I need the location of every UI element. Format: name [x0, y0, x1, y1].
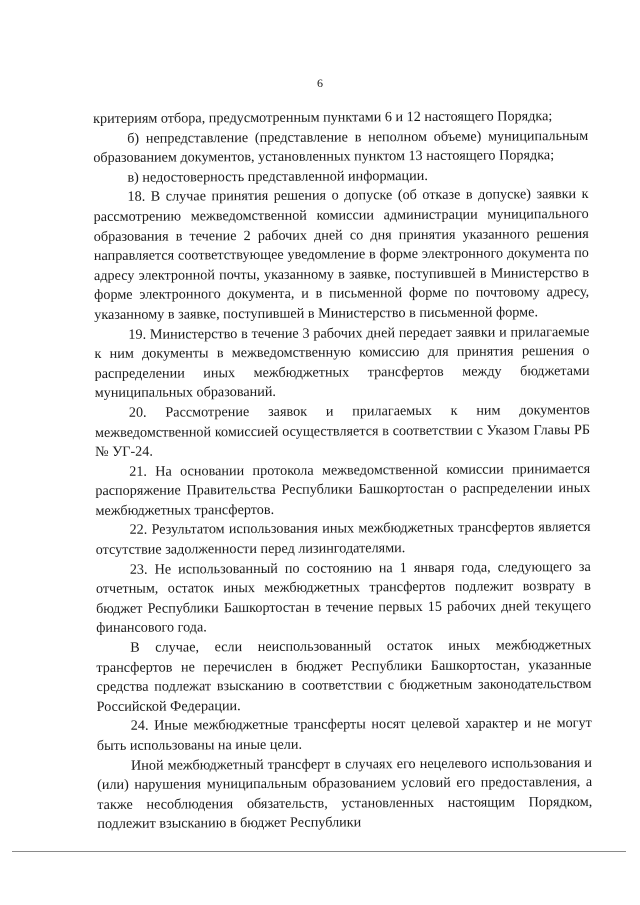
page-number: 6: [317, 76, 323, 90]
paragraph-24-continuation: Иной межбюджетный трансферт в случаях его нецелевого использования и (или) нарушения муниципальным образованием условий его предоставления, а также несоблюдения обязательств, установленных настоящим Порядком, подлежит взысканию в бюджет Республики: [97, 754, 593, 833]
paragraph-23: 23. Не использованный по состоянию на 1 января года, следующего за отчетным, остаток иных межбюджетных трансфертов подлежит возврату в бюджет Республики Башкортостан в течение первых 15 рабочих дней текущего финансового года.: [95, 558, 592, 637]
paragraph-18: 18. В случае принятия решения о допуске (об отказе в допуске) заявки к рассмотрению межведомственной комиссии администрации муниципального образования в течение 2 рабочих дней со дня принятия указанного решения направляется соответствующее уведомление в форме электронного документа по адресу электронной почты, указанному в заявке, поступившей в Министерство в форме электронного документа, и в письменной форме по почтовому адресу, указанному в заявке, поступившей в Министерство в письменной форме.: [93, 186, 590, 323]
paragraph-19: 19. Министерство в течение 3 рабочих дней передает заявки и прилагаемые к ним документы в межведомственную комиссию для принятия решения о распределении иных межбюджетных трансфертов между бюджетами муниципальных образований.: [94, 323, 590, 402]
paragraph-24: 24. Иные межбюджетные трансферты носят целевой характер и не могут быть использованы на иные цели.: [96, 715, 592, 754]
paragraph-20: 20. Рассмотрение заявок и прилагаемых к ним документов межведомственной комиссией осуществляется в соответствии с Указом Главы РБ № УГ-24.: [94, 401, 591, 461]
paragraph-item-v: в) недостоверность представленной информации.: [127, 167, 428, 186]
document-body: [93, 107, 592, 835]
page-bottom-divider: [12, 851, 626, 852]
paragraph-21: 21. На основании протокола межведомственной комиссии принимается распоряжение Правительства Республики Башкортостан о распределении иных межбюджетных трансфертов.: [95, 460, 591, 519]
paragraph-23-continuation: В случае, если неиспользованный остаток иных межбюджетных трансфертов не перечислен в бюджет Республики Башкортостан, указанные средства подлежат взысканию в соответствии с бюджетным законодательством Российской Федерации.: [96, 636, 592, 715]
paragraph-item-b: б) непредставление (представление в неполном объеме) муниципальным образованием документов, установленных пунктом 13 настоящего Порядка;: [93, 127, 589, 167]
paragraph-22: 22. Результатом использования иных межбюджетных трансфертов является отсутствие задолженности перед лизингодателями.: [95, 519, 591, 559]
paragraph-criteria-continuation: критериям отбора, предусмотренным пунктами 6 и 12 настоящего Порядка;: [93, 108, 553, 127]
